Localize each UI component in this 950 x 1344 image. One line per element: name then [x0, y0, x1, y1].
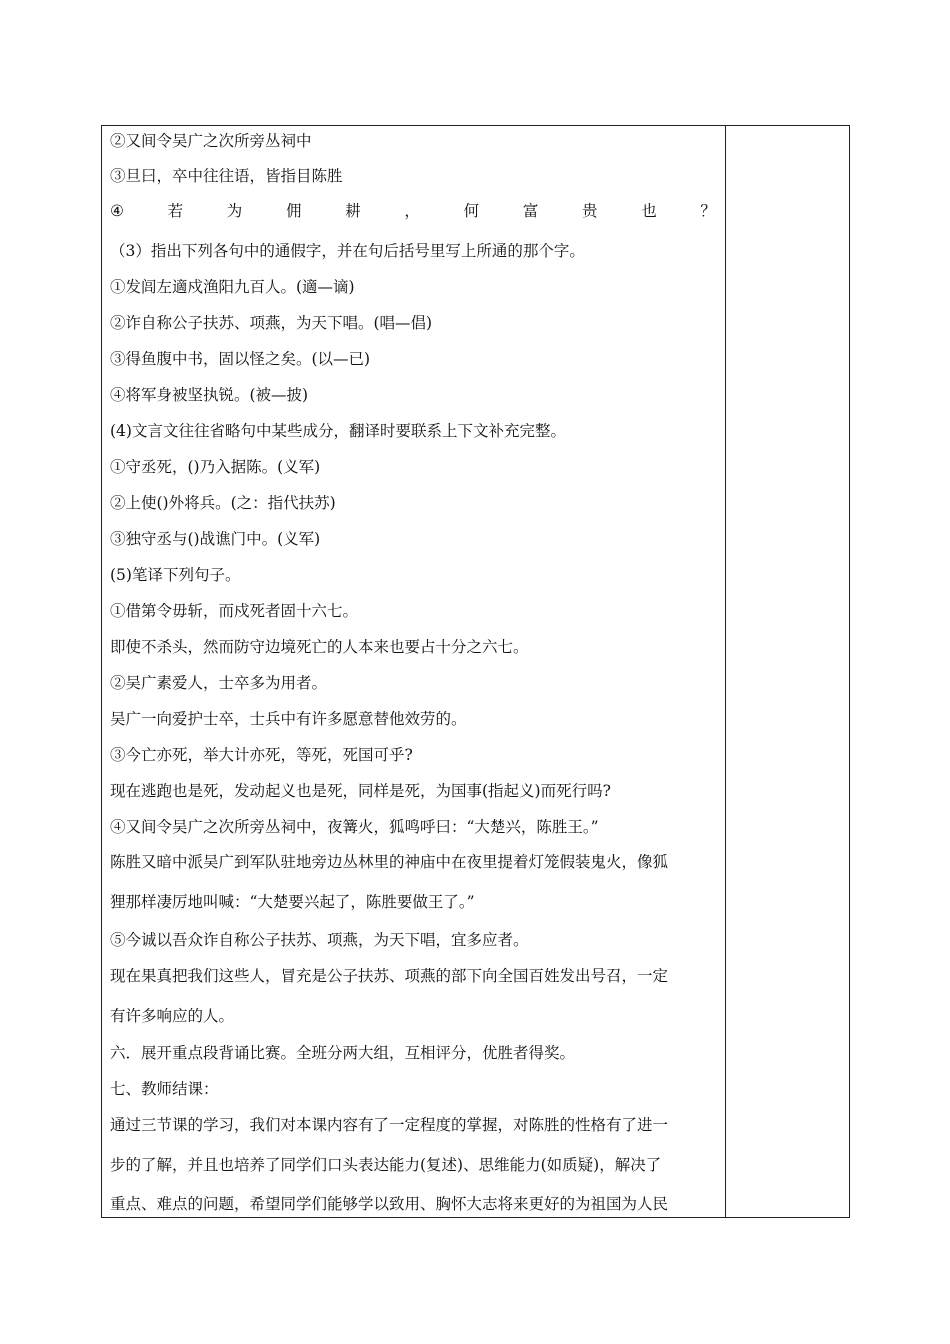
text-line: ③得鱼腹中书，固以怪之矣。(以—已)	[110, 350, 371, 368]
text-line: 有许多响应的人。	[110, 1007, 235, 1025]
text-line-spaced: ④ 若 为 佣 耕 ， 何 富 贵 也 ？	[110, 202, 716, 220]
column-divider	[725, 126, 726, 1217]
text-line: ⑤今诚以吾众诈自称公子扶苏、项燕，为天下唱，宜多应者。	[110, 931, 529, 949]
text-line: ②又间令吴广之次所旁丛祠中	[110, 132, 312, 150]
text-line: 吴广一向爱护士卒，士兵中有许多愿意替他效劳的。	[110, 710, 467, 728]
text-line: 现在逃跑也是死，发动起义也是死，同样是死，为国事(指起义)而死行吗?	[110, 782, 611, 800]
text-line: ①发闾左適戍渔阳九百人。(適—谪)	[110, 278, 355, 296]
text-line: 即使不杀头，然而防守边境死亡的人本来也要占十分之六七。	[110, 638, 529, 656]
text-line: ②上使()外将兵。(之：指代扶苏)	[110, 494, 336, 512]
text-line: 六．展开重点段背诵比赛。全班分两大组，互相评分，优胜者得奖。	[110, 1044, 576, 1062]
text-line: ③独守丞与()战谯门中。(义军)	[110, 530, 321, 548]
text-line: (5)笔译下列句子。	[110, 566, 241, 584]
text-line: ③今亡亦死，举大计亦死，等死，死国可乎?	[110, 746, 413, 764]
text-line: ④将军身被坚执锐。(被—披)	[110, 386, 309, 404]
text-line: (4)文言文往往省略句中某些成分，翻译时要联系上下文补充完整。	[110, 422, 566, 440]
text-line: 步的了解，并且也培养了同学们口头表达能力(复述)、思维能力(如质疑)，解决了	[110, 1156, 662, 1174]
text-line: ①守丞死，()乃入据陈。(义军)	[110, 458, 321, 476]
text-line: 通过三节课的学习，我们对本课内容有了一定程度的掌握，对陈胜的性格有了进一	[110, 1116, 669, 1134]
text-line: 重点、难点的问题，希望同学们能够学以致用、胸怀大志将来更好的为祖国为人民	[110, 1195, 669, 1213]
text-line: ②吴广素爱人，士卒多为用者。	[110, 674, 328, 692]
text-line: ②诈自称公子扶苏、项燕，为天下唱。(唱—倡)	[110, 314, 433, 332]
text-line: 七、教师结课：	[110, 1080, 219, 1098]
text-line: ①借第令毋斩，而戍死者固十六七。	[110, 602, 359, 620]
document-table	[101, 125, 850, 1218]
text-line: 狸那样凄厉地叫喊：“大楚要兴起了，陈胜要做王了。”	[110, 893, 475, 911]
text-line: ④又间令吴广之次所旁丛祠中，夜篝火，狐鸣呼曰：“大楚兴，陈胜王。”	[110, 818, 599, 836]
text-line: 现在果真把我们这些人，冒充是公子扶苏、项燕的部下向全国百姓发出号召，一定	[110, 967, 669, 985]
text-line: （3）指出下列各句中的通假字，并在句后括号里写上所通的那个字。	[110, 242, 585, 260]
text-line: ③旦曰，卒中往往语，皆指目陈胜	[110, 167, 343, 185]
text-line: 陈胜又暗中派吴广到军队驻地旁边丛林里的神庙中在夜里提着灯笼假装鬼火，像狐	[110, 853, 669, 871]
